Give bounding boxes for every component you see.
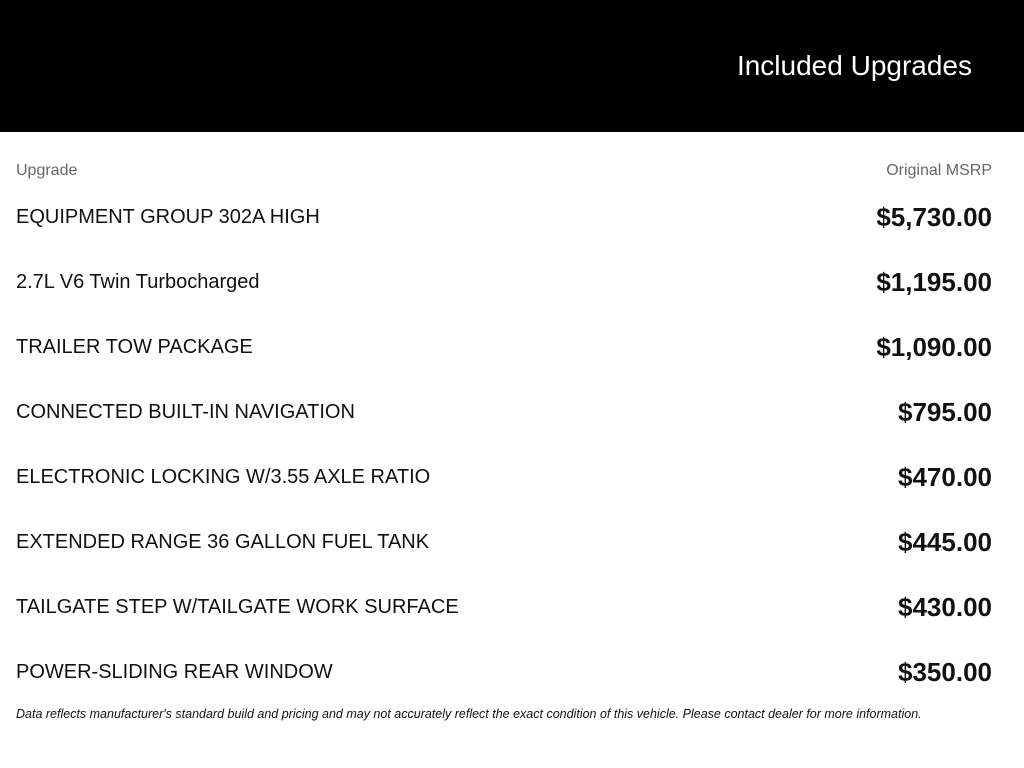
upgrade-price: $5,730.00 [876,202,992,232]
upgrade-name: EXTENDED RANGE 36 GALLON FUEL TANK [16,531,430,553]
upgrade-name: 2.7L V6 Twin Turbocharged [16,271,260,293]
list-item [16,640,992,705]
page-title: Included Upgrades [736,50,972,81]
column-headers [16,157,992,185]
upgrade-price: $350.00 [898,657,992,687]
upgrade-price: $1,195.00 [876,267,992,297]
list-item [16,380,992,445]
upgrade-name: POWER-SLIDING REAR WINDOW [16,661,333,683]
upgrade-price: $445.00 [898,527,992,557]
upgrade-name: EQUIPMENT GROUP 302A HIGH [16,206,320,228]
upgrade-name: TRAILER TOW PACKAGE [16,336,253,358]
header-bar [0,0,1024,132]
list-item [16,510,992,575]
column-header-upgrade: Upgrade [16,162,78,179]
column-header-msrp: Original MSRP [886,162,992,179]
upgrade-price: $795.00 [898,397,992,427]
upgrades-section [0,157,1024,723]
upgrade-price: $430.00 [898,592,992,622]
upgrade-price: $1,090.00 [876,332,992,362]
upgrade-name: ELECTRONIC LOCKING W/3.55 AXLE RATIO [16,466,431,488]
upgrade-price: $470.00 [898,462,992,492]
upgrades-list [16,185,992,705]
list-item [16,445,992,510]
upgrade-name: CONNECTED BUILT-IN NAVIGATION [16,401,355,423]
list-item [16,575,992,640]
list-item [16,250,992,315]
upgrade-name: TAILGATE STEP W/TAILGATE WORK SURFACE [16,596,459,618]
list-item [16,315,992,380]
disclaimer-text: Data reflects manufacturer's standard build and pricing and may not accurately reflect the exact condition of this vehicle. Please contact dealer for more information. [16,707,922,721]
list-item [16,185,992,250]
